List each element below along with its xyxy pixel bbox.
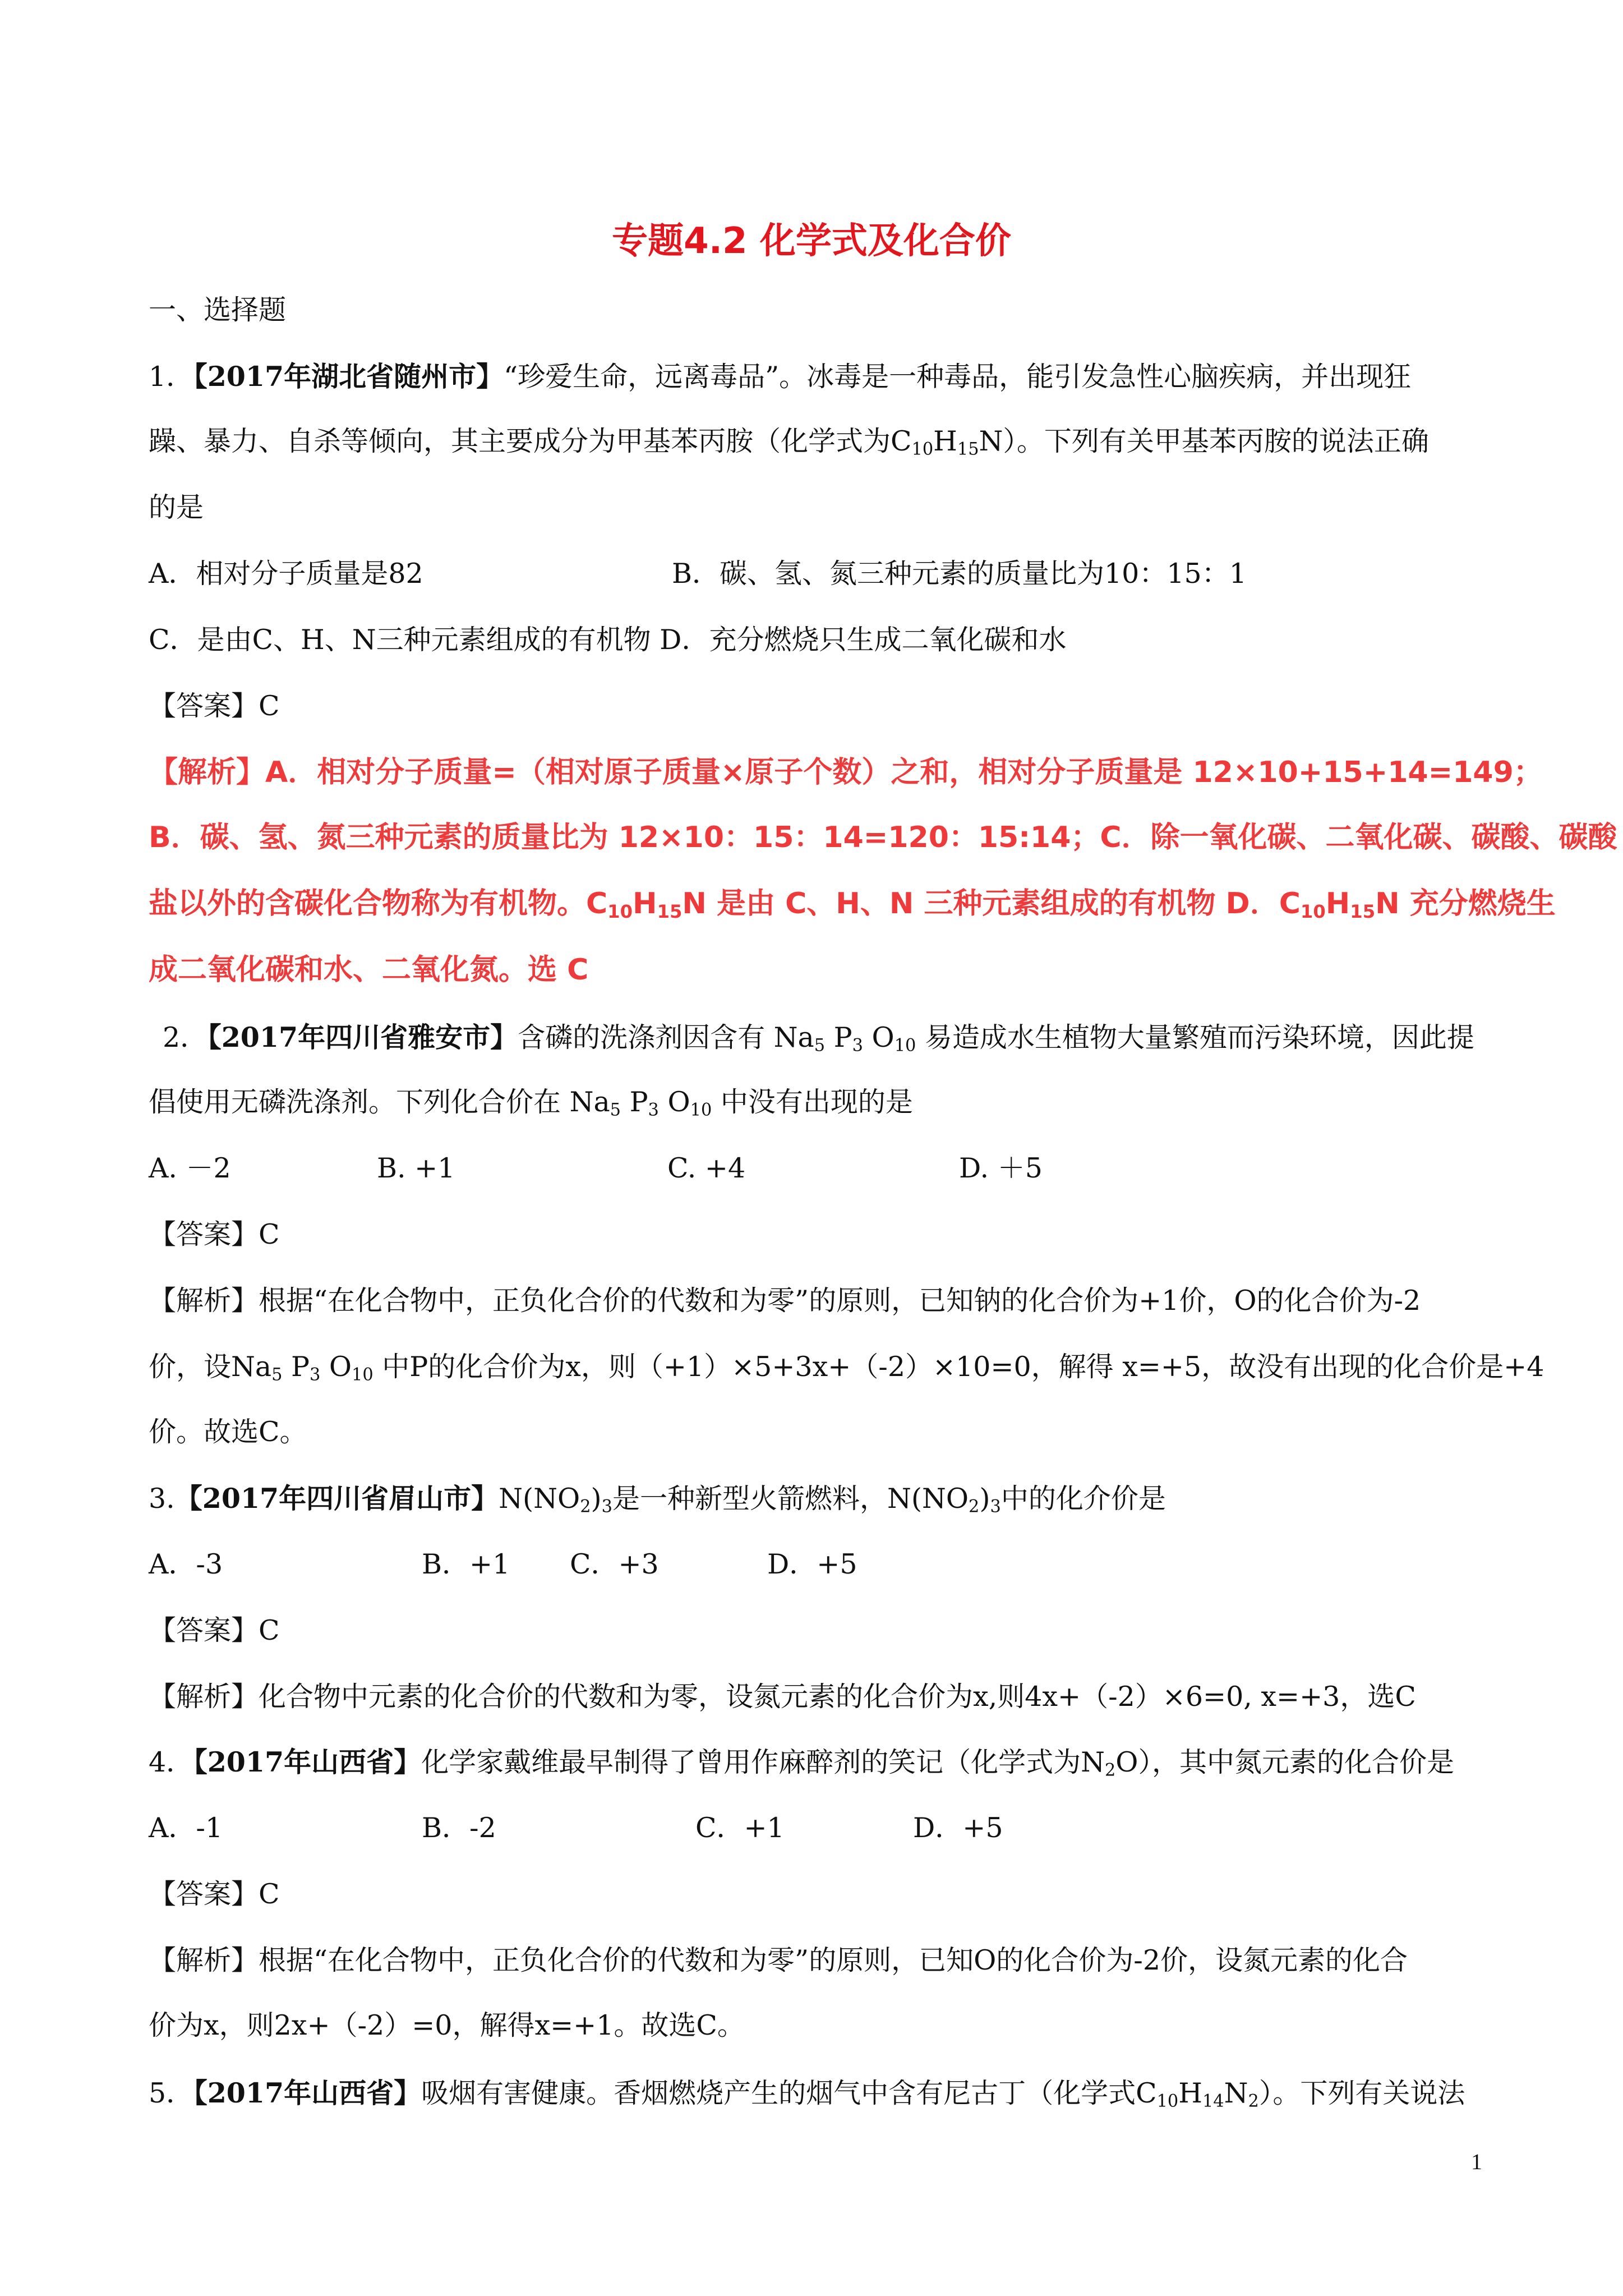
q1-options-cd: C．是由C、H、N三种元素组成的有机物 D．充分燃烧只生成二氧化碳和水 [149, 624, 1067, 656]
q4-explanation-line2: 价为x，则2x+（-2）=0，解得x=+1。故选C。 [149, 2009, 745, 2041]
q2-option-d: D. ＋5 [959, 1152, 1043, 1184]
page-title: 专题4.2 化学式及化合价 [612, 220, 1011, 262]
q1-line2: 躁、暴力、自杀等倾向，其主要成分为甲基苯丙胺（化学式为$C_{10}H_{15}N$）。下列有关甲基苯丙胺的说法正确 [149, 425, 1429, 459]
q4-option-a: A．-1 [149, 1812, 223, 1844]
q4-answer: 【答案】C [149, 1878, 280, 1910]
q2-answer: 【答案】C [149, 1218, 280, 1250]
q3-answer: 【答案】C [149, 1614, 280, 1646]
q2-explanation-line2: 价，设$Na_5$ $P_3$ $O_{10}$ 中P的化合价为x，则（+1）×5+3x+（-2）×10=0，解得 x=+5，故没有出现的化合价是+4 [149, 1351, 1544, 1385]
q1-option-b: B．碳、氢、氮三种元素的质量比为10：15：1 [672, 558, 1247, 590]
q4-option-c: C．+1 [695, 1812, 785, 1844]
q3-option-d: D．+5 [767, 1548, 857, 1580]
q5-line1: 5．【2017年山西省】吸烟有害健康。香烟燃烧产生的烟气中含有尼古丁（化学式$C_{10}H_{14}N_2$）。下列有关说法 [149, 2077, 1465, 2111]
q1-explanation-line2: B．碳、氢、氮三种元素的质量比为 12×10：15：14=120：15:14；C．除一氧化碳、二氧化碳、碳酸、碳酸 [149, 821, 1617, 854]
q2-line1: 2．【2017年四川省雅安市】含磷的洗涤剂因含有 $Na_5$ $P_3$ $O_{10}$ 易造成水生植物大量繁殖而污染环境，因此提 [163, 1021, 1474, 1056]
q4-line1: 4．【2017年山西省】化学家戴维最早制得了曾用作麻醉剂的笑记（化学式为$N_2O$），其中氮元素的化合价是 [149, 1746, 1454, 1780]
q4-option-b: B．-2 [422, 1812, 496, 1844]
q1-explanation-line3: 盐以外的含碳化合物称为有机物。$C_{10}H_{15}N$ 是由 C、H、N 三种元素组成的有机物 D．$C_{10}H_{15}N$ 充分燃烧生 [149, 887, 1556, 923]
q1-explanation-line1: 【解析】A．相对分子质量=（相对原子质量×原子个数）之和，相对分子质量是 12×10+15+14=149； [149, 756, 1543, 789]
q1-line1: 1．【2017年湖北省随州市】“珍爱生命，远离毒品”。冰毒是一种毒品，能引发急性心脑疾病，并出现狂 [149, 360, 1412, 393]
q3-option-a: A．-3 [149, 1548, 223, 1580]
q2-line2: 倡使用无磷洗涤剂。下列化合价在 $Na_5$ $P_3$ $O_{10}$ 中没有出现的是 [149, 1086, 913, 1120]
q2-explanation-line1: 【解析】根据“在化合物中，正负化合价的代数和为零”的原则，已知钠的化合价为+1价，O的化合价为-2 [149, 1285, 1421, 1317]
q1-line3: 的是 [149, 491, 204, 523]
q2-option-b: B. +1 [377, 1152, 455, 1184]
q3-option-c: C．+3 [570, 1548, 659, 1580]
q3-line1: 3.【2017年四川省眉山市】$N(NO_2)_3$是一种新型火箭燃料，$N(NO_2)_3$中的化介价是 [149, 1482, 1166, 1517]
q3-option-b: B．+1 [422, 1548, 510, 1580]
q1-answer: 【答案】C [149, 690, 280, 722]
q3-explanation: 【解析】化合物中元素的化合价的代数和为零，设氮元素的化合价为x,则4x+（-2）×6=0, x=+3，选C [149, 1681, 1416, 1713]
q2-option-c: C. +4 [667, 1152, 746, 1184]
q2-option-a: A. －2 [149, 1152, 231, 1184]
section-heading: 一、选择题 [149, 294, 287, 326]
q4-explanation-line1: 【解析】根据“在化合物中，正负化合价的代数和为零”的原则，已知O的化合价为-2价，设氮元素的化合 [149, 1944, 1408, 1976]
q4-option-d: D．+5 [913, 1812, 1003, 1844]
page-number: 1 [1471, 2149, 1482, 2174]
q1-explanation-line4: 成二氧化碳和水、二氧化氮。选 C [149, 953, 589, 987]
q1-option-a: A．相对分子质量是82 [149, 558, 423, 590]
q2-explanation-line3: 价。故选C。 [149, 1416, 307, 1448]
